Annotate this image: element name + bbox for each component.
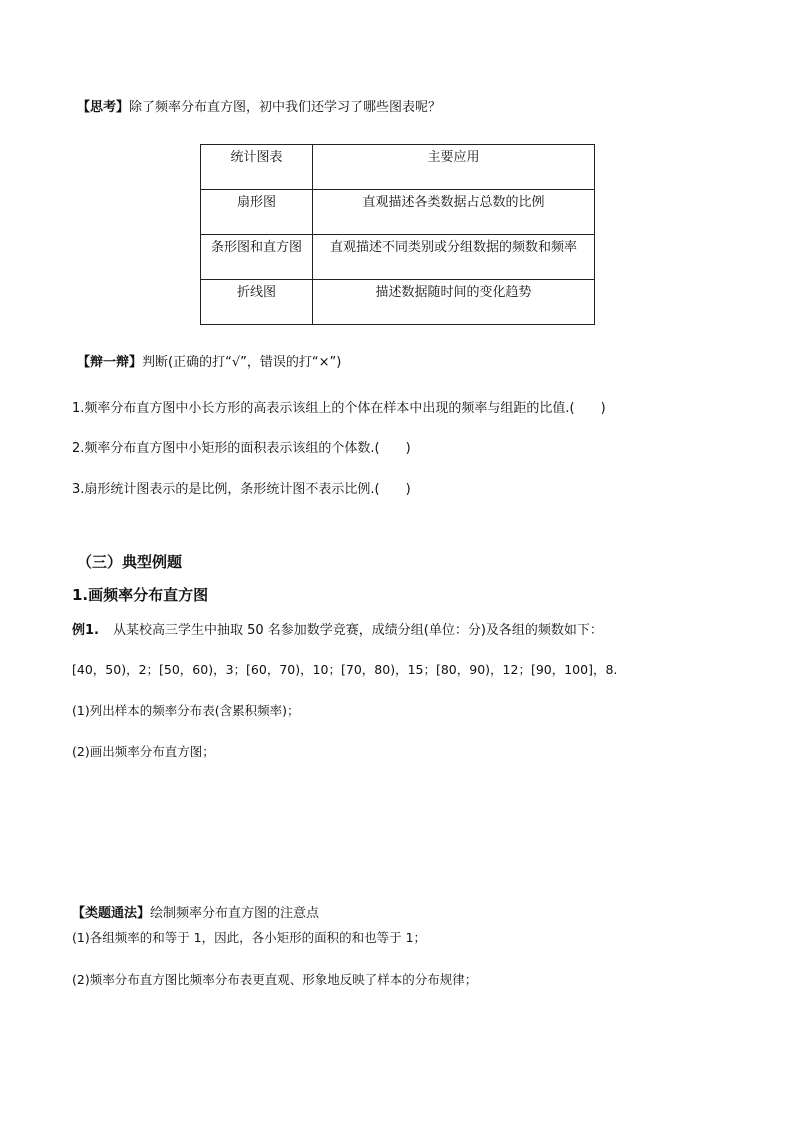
table-header-cell: 主要应用 [313, 145, 595, 190]
method-line [72, 905, 319, 923]
think-line [77, 99, 441, 117]
judge-tag: 【辩一辩】 [77, 355, 143, 370]
table-cell: 描述数据随时间的变化趋势 [313, 280, 595, 325]
judge-text: 判断(正确的打“√”，错误的打“×”) [142, 355, 342, 370]
example-label: 例1. [72, 623, 99, 638]
section-title: （三）典型例题 [77, 553, 183, 571]
table-row [201, 235, 595, 280]
think-tag: 【思考】 [77, 100, 130, 115]
think-text: 除了频率分布直方图，初中我们还学习了哪些图表呢？ [129, 100, 442, 115]
chart-types-table [200, 144, 595, 325]
judge-item-2: 2.频率分布直方图中小矩形的面积表示该组的个体数.( ) [72, 441, 411, 456]
method-point-2: (2)频率分布直方图比频率分布表更直观、形象地反映了样本的分布规律； [72, 972, 478, 987]
table-cell: 条形图和直方图 [201, 235, 313, 280]
example-question-2: (2)画出频率分布直方图； [72, 744, 215, 759]
example-text: 从某校高三学生中抽取 50 名参加数学竞赛，成绩分组(单位：分)及各组的频数如下： [112, 623, 603, 638]
judge-line [77, 354, 341, 372]
table-cell: 直观描述各类数据占总数的比例 [313, 190, 595, 235]
example-line [72, 622, 603, 640]
judge-item-3: 3.扇形统计图表示的是比例，条形统计图不表示比例.( ) [72, 482, 411, 497]
table-header-cell: 统计图表 [201, 145, 313, 190]
table-cell: 直观描述不同类别或分组数据的频数和频率 [313, 235, 595, 280]
table-row [201, 190, 595, 235]
table-cell: 折线图 [201, 280, 313, 325]
method-tag: 【类题通法】 [72, 906, 151, 921]
table-header-row [201, 145, 595, 190]
table-cell: 扇形图 [201, 190, 313, 235]
judge-item-1: 1.频率分布直方图中小长方形的高表示该组上的个体在样本中出现的频率与组距的比值.( ) [72, 401, 606, 416]
example-question-1: (1)列出样本的频率分布表(含累积频率)； [72, 703, 300, 718]
method-point-1: (1)各组频率的和等于 1，因此，各小矩形的面积的和也等于 1； [72, 930, 427, 945]
section-subtitle: 1.画频率分布直方图 [72, 586, 209, 604]
method-text: 绘制频率分布直方图的注意点 [150, 906, 320, 921]
example-data: [40，50)，2；[50，60)，3；[60，70)，10；[70，80)，15；[80，90)，12；[90，100]，8. [72, 662, 618, 677]
table-row [201, 280, 595, 325]
